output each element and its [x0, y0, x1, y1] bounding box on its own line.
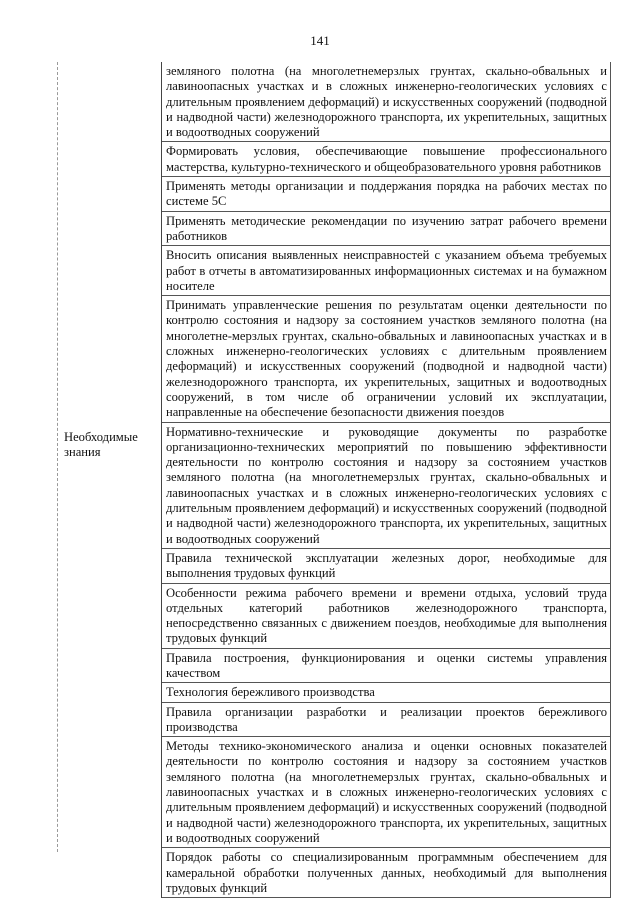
category-label-knowledge: Необходимые знания: [64, 430, 138, 459]
knowledge-item: Особенности режима рабочего времени и времени отдыха, условий труда отдельных категорий работников железнодорожного транспорта, непосредственно связанных с движением поездов, необходимые для выполнения трудовых функций: [162, 584, 610, 649]
knowledge-item: Порядок работы со специализированным программным обеспечением для камеральной обработки полученных данных, необходимый для выполнения трудовых функций: [162, 848, 610, 898]
skill-item: Принимать управленческие решения по результатам оценки деятельности по контролю состояния и надзору за состоянием участков земляного полотна (на многолетне-мерзлых грунтах, скально-обвальных и лавиноопасных участках и в сложных инженерно-геологических условиях с длительным проявлением деформаций) и искусственных сооружений (подводной и надводной части) железнодорожного транспорта, их укрепительных, защитных и водоотводных сооружений, в том числе об ограничении условий их эксплуатации, направленные на обеспечение безопасности движения поездов: [162, 296, 610, 422]
items-column: [161, 62, 611, 898]
knowledge-item: Методы технико-экономического анализа и оценки основных показателей деятельности по контролю состояния и надзору за состоянием участков земляного полотна (на многолетнемерзлых грунтах, скально-обвальных и лавиноопасных участках и в сложных инженерно-геологических условиях с длительным проявлением деформаций) и искусственных сооружений (подводной и надводной части) железнодорожного транспорта, их укрепительных, защитных и водоотводных сооружений: [162, 737, 610, 848]
knowledge-item: Технология бережливого производства: [162, 683, 610, 702]
skill-item: Применять методы организации и поддержания порядка на рабочих местах по системе 5С: [162, 177, 610, 212]
knowledge-item: Правила организации разработки и реализации проектов бережливого производства: [162, 703, 610, 738]
page-number: 141: [310, 33, 330, 48]
category-column: [57, 62, 162, 852]
knowledge-item: Правила технической эксплуатации железных дорог, необходимые для выполнения трудовых функций: [162, 549, 610, 584]
knowledge-item: Нормативно-технические и руководящие документы по разработке организационно-технических мероприятий по повышению эффективности деятельности по контролю состояния и надзору за состоянием участков земляного полотна (на многолетнемерзлых грунтах, скально-обвальных и лавиноопасных участках и в сложных инженерно-геологических условиях с длительным проявлением деформаций) и искусственных сооружений (подводной и надводной части) железнодорожного транспорта, их укрепительных, защитных и водоотводных сооружений: [162, 423, 610, 549]
skill-item: Формировать условия, обеспечивающие повышение профессионального мастерства, культурно-технического и общеобразовательного уровня работников: [162, 142, 610, 177]
knowledge-item: Правила построения, функционирования и оценки системы управления качеством: [162, 649, 610, 684]
skill-item: Применять методические рекомендации по изучению затрат рабочего времени работников: [162, 212, 610, 247]
skill-item: земляного полотна (на многолетнемерзлых грунтах, скально-обвальных и лавиноопасных участках и в сложных инженерно-геологических условиях с длительным проявлением деформаций) и искусственных сооружений (подводной и надводной части) железнодорожного транспорта, их укрепительных, защитных и водоотводных сооружений: [162, 62, 610, 142]
skill-item: Вносить описания выявленных неисправностей с указанием объема требуемых работ в отчеты в автоматизированных информационных системах и на бумажном носителе: [162, 246, 610, 296]
